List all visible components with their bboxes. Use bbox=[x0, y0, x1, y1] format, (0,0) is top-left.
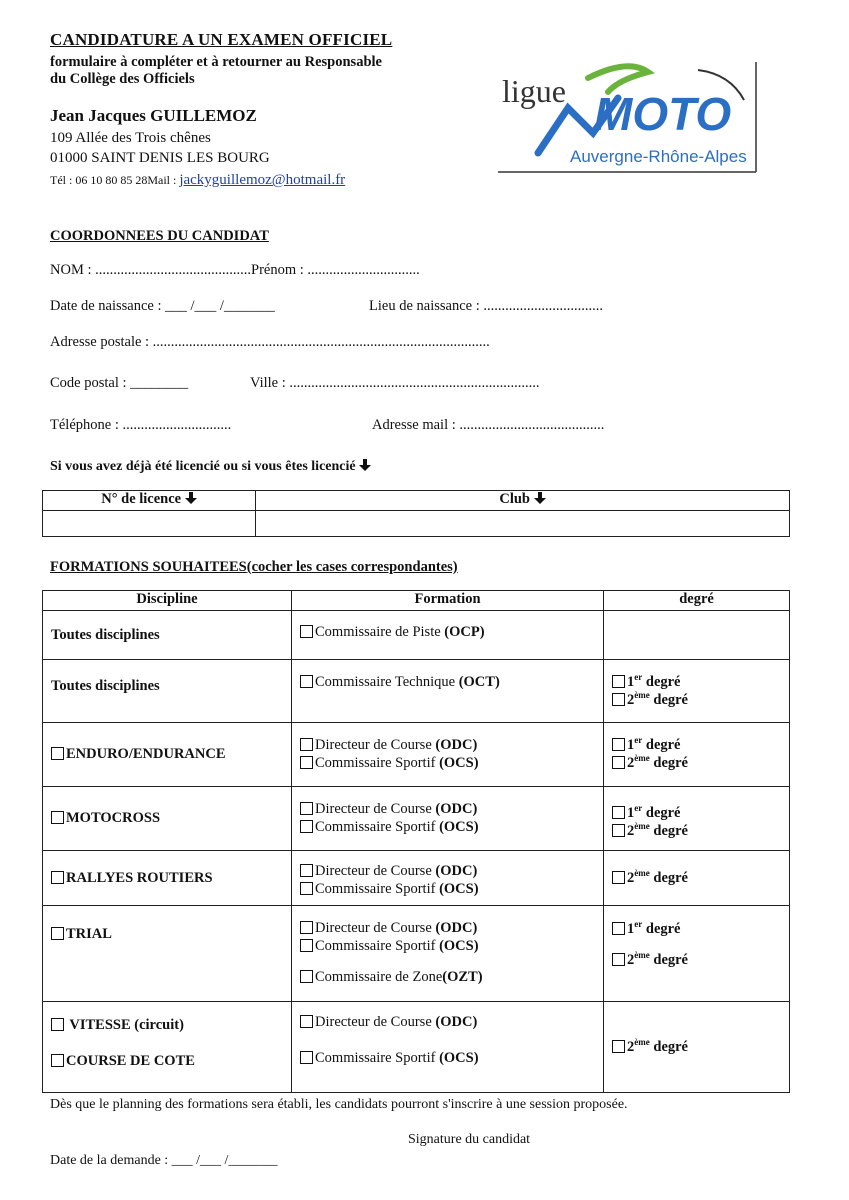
formation-option[interactable]: Commissaire Technique (OCT) bbox=[300, 673, 603, 691]
discipline-cell bbox=[43, 660, 292, 723]
date-demande-label: Date de la demande : ___ /___ /_______ bbox=[50, 1153, 278, 1168]
discipline-label: ENDURO/ENDURANCE bbox=[66, 746, 226, 762]
responsible-name: Jean Jacques GUILLEMOZ bbox=[50, 106, 257, 125]
formation-option[interactable]: Directeur de Course (ODC) bbox=[300, 800, 603, 818]
degre-cell bbox=[604, 1002, 790, 1093]
checkbox[interactable] bbox=[51, 927, 64, 940]
checkbox[interactable] bbox=[612, 756, 625, 769]
discipline-cell bbox=[43, 611, 292, 660]
checkbox[interactable] bbox=[300, 882, 313, 895]
subtitle-line-2: du Collège des Officiels bbox=[50, 71, 195, 87]
formation-cell bbox=[292, 851, 604, 906]
coordonnees-section-title: COORDONNEES DU CANDIDAT bbox=[50, 228, 269, 244]
discipline-cell bbox=[43, 1002, 292, 1093]
degre-option[interactable]: 2ème degré bbox=[612, 869, 789, 887]
ville-label: Ville : ..................................................................... bbox=[250, 375, 540, 391]
discipline-cell bbox=[43, 787, 292, 851]
logo-moto-text: MOTO bbox=[594, 88, 732, 140]
table-row bbox=[43, 906, 790, 1002]
checkbox[interactable] bbox=[300, 1015, 313, 1028]
degre-option[interactable]: 1er degré bbox=[612, 920, 789, 938]
checkbox[interactable] bbox=[612, 871, 625, 884]
nom-field[interactable] bbox=[50, 262, 420, 279]
mail-field[interactable] bbox=[372, 417, 604, 434]
formation-option[interactable]: Commissaire de Piste (OCP) bbox=[300, 623, 603, 641]
formation-cell bbox=[292, 723, 604, 787]
formation-option[interactable]: Directeur de Course (ODC) bbox=[300, 919, 603, 937]
checkbox[interactable] bbox=[51, 1018, 64, 1031]
formations-section-title bbox=[50, 559, 458, 576]
lieu-naissance-label: Lieu de naissance : ................................. bbox=[369, 298, 603, 314]
discipline-header: Discipline bbox=[43, 591, 292, 611]
telephone-field[interactable] bbox=[50, 417, 231, 434]
adresse-label: Adresse postale : ............................................................................................. bbox=[50, 334, 490, 350]
signature-label: Signature du candidat bbox=[408, 1132, 531, 1147]
date-demande-field[interactable] bbox=[50, 1153, 277, 1169]
formation-option[interactable]: Commissaire de Zone(OZT) bbox=[300, 968, 603, 986]
checkbox[interactable] bbox=[51, 1054, 64, 1067]
address-line-2: 01000 SAINT DENIS LES BOURG bbox=[50, 150, 270, 166]
licence-col-header bbox=[43, 491, 256, 511]
licence-note-text: Si vous avez déjà été licencié ou si vous êtes licencié bbox=[50, 459, 356, 474]
licence-note bbox=[50, 459, 371, 475]
formation-option[interactable]: Commissaire Sportif (OCS) bbox=[300, 754, 603, 772]
degre-option[interactable]: 1er degré bbox=[612, 673, 789, 691]
discipline-cell bbox=[43, 851, 292, 906]
checkbox[interactable] bbox=[300, 625, 313, 638]
degre-cell bbox=[604, 611, 790, 660]
checkbox[interactable] bbox=[300, 675, 313, 688]
ligue-moto-logo bbox=[498, 58, 760, 174]
down-arrow-icon bbox=[534, 492, 546, 504]
formation-option[interactable]: Commissaire Sportif (OCS) bbox=[300, 818, 603, 836]
checkbox[interactable] bbox=[612, 693, 625, 706]
checkbox[interactable] bbox=[612, 824, 625, 837]
formation-option[interactable]: Directeur de Course (ODC) bbox=[300, 736, 603, 754]
checkbox[interactable] bbox=[51, 747, 64, 760]
degre-option[interactable]: 2ème degré bbox=[612, 1038, 789, 1056]
licence-col-label: N° de licence bbox=[101, 491, 182, 507]
checkbox[interactable] bbox=[612, 1040, 625, 1053]
form-title: CANDIDATURE A UN EXAMEN OFFICIEL bbox=[50, 30, 393, 49]
form-subtitle bbox=[50, 54, 470, 88]
checkbox[interactable] bbox=[300, 921, 313, 934]
checkbox[interactable] bbox=[300, 738, 313, 751]
table-row bbox=[43, 851, 790, 906]
degre-cell bbox=[604, 851, 790, 906]
discipline-label: Toutes disciplines bbox=[51, 626, 160, 643]
logo-region-text: Auvergne-Rhône-Alpes bbox=[570, 147, 747, 166]
degre-cell bbox=[604, 787, 790, 851]
discipline-cell bbox=[43, 906, 292, 1002]
checkbox[interactable] bbox=[612, 806, 625, 819]
degre-option[interactable]: 2ème degré bbox=[612, 691, 789, 709]
checkbox[interactable] bbox=[300, 970, 313, 983]
telephone-label: Téléphone : .............................. bbox=[50, 417, 232, 433]
formations-table bbox=[42, 590, 790, 1093]
checkbox[interactable] bbox=[51, 811, 64, 824]
checkbox[interactable] bbox=[300, 939, 313, 952]
table-row bbox=[43, 723, 790, 787]
degre-cell bbox=[604, 906, 790, 1002]
discipline-label: VITESSE (circuit) bbox=[66, 1017, 184, 1033]
logo-ligue-text: ligue bbox=[502, 73, 566, 109]
lieu-naissance-field[interactable] bbox=[369, 298, 603, 315]
formation-cell bbox=[292, 611, 604, 660]
planning-note: Dès que le planning des formations sera établi, les candidats pourront s'inscrire à une session proposée. bbox=[50, 1097, 628, 1112]
degre-option[interactable]: 1er degré bbox=[612, 804, 789, 822]
checkbox[interactable] bbox=[612, 953, 625, 966]
degre-option[interactable]: 2ème degré bbox=[612, 951, 789, 969]
checkbox[interactable] bbox=[51, 871, 64, 884]
down-arrow-icon bbox=[185, 492, 197, 504]
formations-title-text: FORMATIONS SOUHAITEES bbox=[50, 559, 247, 575]
formations-hint-text: (cocher les cases correspondantes) bbox=[246, 559, 458, 575]
licence-input-cell[interactable] bbox=[43, 511, 256, 537]
checkbox[interactable] bbox=[300, 864, 313, 877]
checkbox[interactable] bbox=[612, 738, 625, 751]
degre-cell bbox=[604, 660, 790, 723]
formation-option[interactable]: Commissaire Sportif (OCS) bbox=[300, 937, 603, 955]
discipline-label: TRIAL bbox=[66, 926, 112, 942]
discipline-option[interactable] bbox=[51, 1016, 291, 1034]
formation-header: Formation bbox=[292, 591, 604, 611]
discipline-label: COURSE DE COTE bbox=[66, 1053, 195, 1069]
club-input-cell[interactable] bbox=[256, 511, 790, 537]
formation-cell bbox=[292, 660, 604, 723]
degre-option[interactable]: 2ème degré bbox=[612, 754, 789, 772]
formation-option[interactable]: Directeur de Course (ODC) bbox=[300, 1013, 603, 1031]
email-link[interactable]: jackyguillemoz@hotmail.fr bbox=[179, 172, 346, 188]
code-postal-label: Code postal : ________ bbox=[50, 375, 189, 391]
down-arrow-icon bbox=[359, 459, 371, 471]
checkbox[interactable] bbox=[300, 802, 313, 815]
formation-option[interactable]: Commissaire Sportif (OCS) bbox=[300, 880, 603, 898]
table-row bbox=[43, 611, 790, 660]
ville-field[interactable] bbox=[250, 375, 540, 392]
licence-table bbox=[42, 490, 790, 537]
table-row bbox=[43, 787, 790, 851]
date-naissance-field[interactable] bbox=[50, 298, 275, 315]
degre-option[interactable]: 2ème degré bbox=[612, 822, 789, 840]
discipline-label: Toutes disciplines bbox=[51, 678, 160, 694]
date-naissance-label: Date de naissance : ___ /___ /_______ bbox=[50, 298, 275, 314]
discipline-cell bbox=[43, 723, 292, 787]
nom-label: NOM : ......................................... bbox=[50, 262, 244, 278]
discipline-label: MOTOCROSS bbox=[66, 810, 161, 826]
checkbox[interactable] bbox=[612, 675, 625, 688]
code-postal-field[interactable] bbox=[50, 375, 188, 392]
mail-label: Adresse mail : ........................................ bbox=[372, 417, 605, 433]
formation-option[interactable]: Directeur de Course (ODC) bbox=[300, 862, 603, 880]
adresse-field[interactable] bbox=[50, 334, 490, 351]
discipline-label: RALLYES ROUTIERS bbox=[66, 869, 213, 886]
formation-cell bbox=[292, 1002, 604, 1093]
contact-line bbox=[50, 172, 345, 189]
formation-cell bbox=[292, 906, 604, 1002]
club-col-label: Club bbox=[499, 491, 530, 507]
address-line-1: 109 Allée des Trois chênes bbox=[50, 130, 211, 146]
degre-header: degré bbox=[604, 591, 790, 611]
checkbox[interactable] bbox=[300, 820, 313, 833]
club-col-header bbox=[256, 491, 790, 511]
degre-cell bbox=[604, 723, 790, 787]
discipline-option[interactable] bbox=[51, 1052, 291, 1070]
phone-text: Tél : 06 10 80 85 28Mail : bbox=[50, 173, 180, 187]
degre-option[interactable]: 1er degré bbox=[612, 736, 789, 754]
formation-cell bbox=[292, 787, 604, 851]
prenom-label: ..Prénom : ............................... bbox=[243, 262, 420, 278]
checkbox[interactable] bbox=[612, 922, 625, 935]
table-row bbox=[43, 1002, 790, 1093]
checkbox[interactable] bbox=[300, 1051, 313, 1064]
subtitle-line-1: formulaire à compléter et à retourner au Responsable bbox=[50, 54, 382, 70]
checkbox[interactable] bbox=[300, 756, 313, 769]
formation-option[interactable]: Commissaire Sportif (OCS) bbox=[300, 1049, 603, 1067]
table-row bbox=[43, 660, 790, 723]
